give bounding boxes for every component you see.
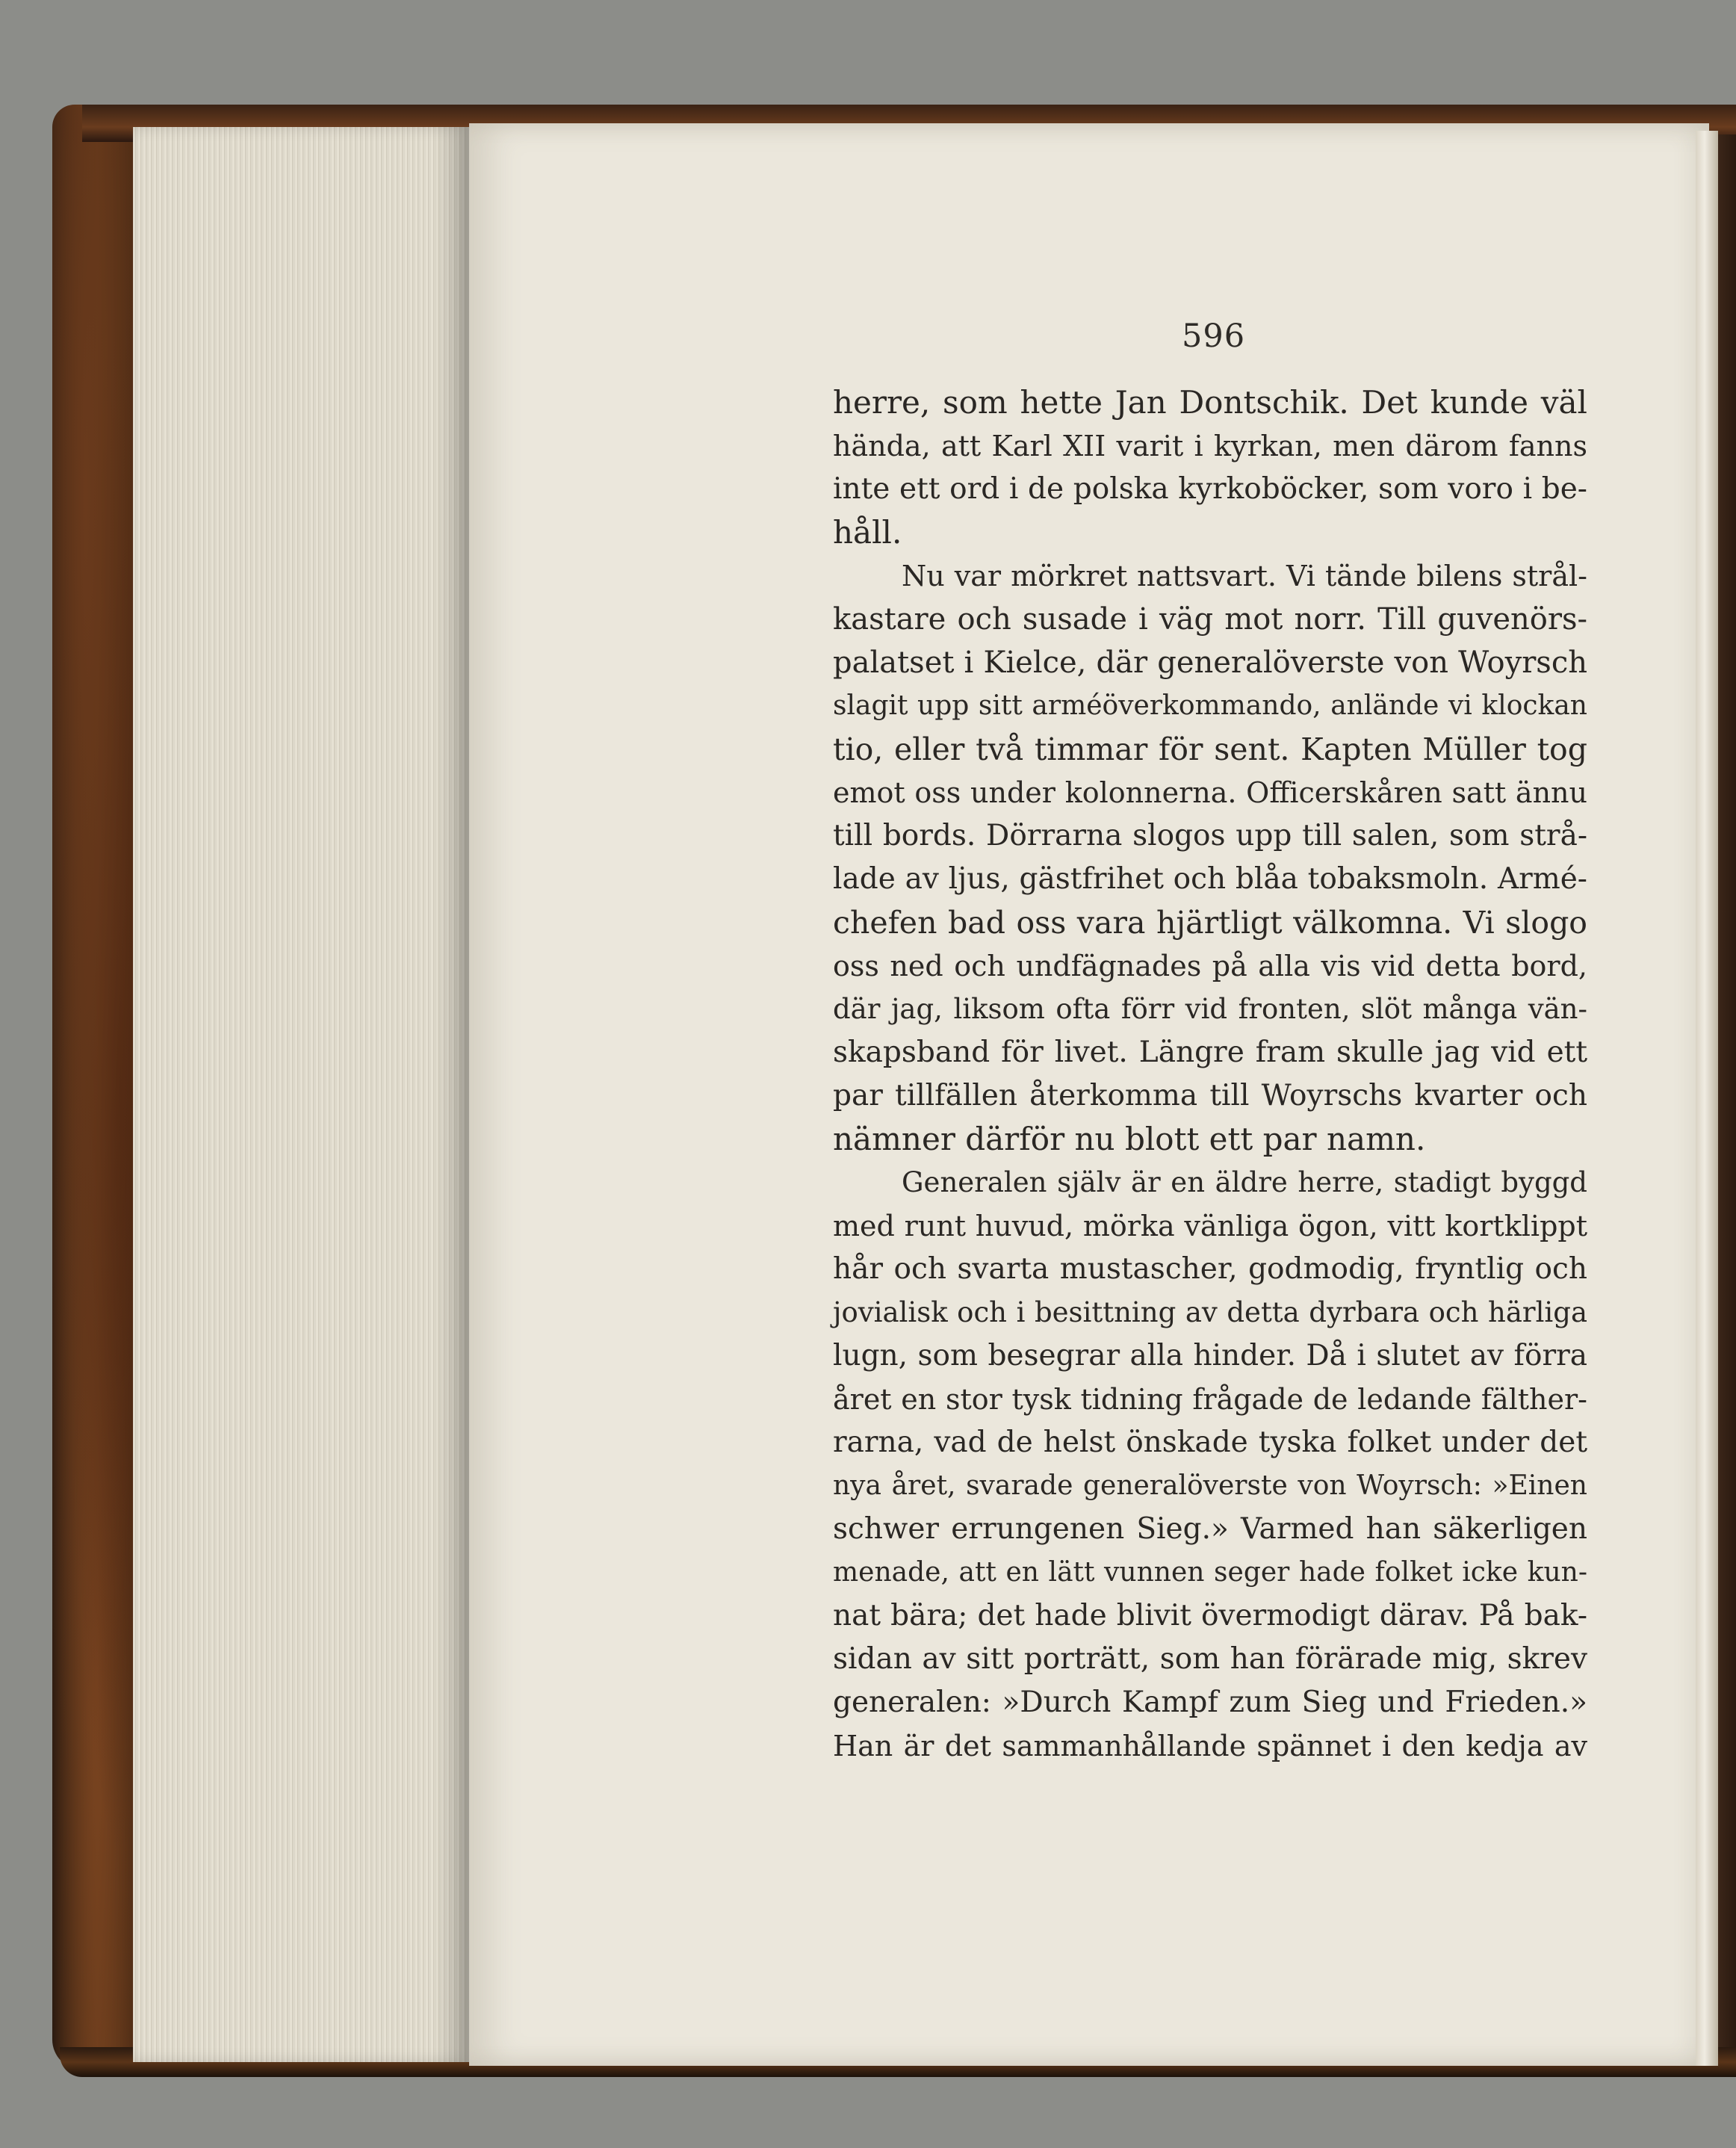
text-line: nya året, svarade generalöverste von Woyrsch: »Einen [833,1470,1587,1501]
text-line: par tillfällen återkomma till Woyrschs kvarter och [833,1079,1587,1112]
text-line: rarna, vad de helst önskade tyska folket under det [833,1426,1587,1459]
text-line: herre, som hette Jan Dontschik. Det kunde väl [833,384,1587,421]
text-line: året en stor tysk tidning frågade de ledande fälther- [833,1383,1587,1416]
text-line: med runt huvud, mörka vänliga ögon, vitt kortklippt [833,1210,1587,1242]
text-line: skapsband för livet. Längre fram skulle jag vid ett [833,1036,1587,1069]
text-line: Han är det sammanhållande spännet i den kedja av [833,1730,1587,1762]
paragraph-2 [833,554,1587,1161]
text-line: generalen: »Durch Kampf zum Sieg und Frieden.» [833,1686,1587,1719]
paragraph-3 [833,1161,1587,1768]
page-edges [133,127,469,2062]
text-line: schwer errungenen Sieg.» Varmed han säkerligen [833,1512,1587,1546]
text-line: slagit upp sitt arméöverkommando, anlände vi klockan [833,690,1587,721]
text-line: håll. [833,514,902,551]
text-line: sidan av sitt porträtt, som han förärade mig, skrev [833,1642,1587,1676]
text-line: nat bära; det hade blivit övermodigt därav. På bak- [833,1599,1587,1632]
page-text [833,381,1587,1768]
paragraph-1 [833,381,1587,554]
text-line: kastare och susade i väg mot norr. Till guvenörs- [833,602,1587,637]
text-line: till bords. Dörrarna slogos upp till salen, som strå- [833,819,1587,852]
text-line: tio, eller två timmar för sent. Kapten Müller tog [833,731,1587,767]
text-line: jovialisk och i besittning av detta dyrbara och härliga [833,1296,1587,1328]
text-line: oss ned och undfägnades på alla vis vid detta bord, [833,950,1587,982]
text-line: nämner därför nu blott ett par namn. [833,1121,1426,1157]
text-line: emot oss under kolonnerna. Officerskåren satt ännu [833,776,1587,809]
text-line: menade, att en lätt vunnen seger hade folket icke kun- [833,1557,1587,1588]
text-line: lugn, som besegrar alla hinder. Då i slutet av förra [833,1339,1587,1372]
text-line: chefen bad oss vara hjärtligt välkomna. Vi slogo [833,905,1587,941]
text-line: där jag, liksom ofta förr vid fronten, slöt många vän- [833,993,1587,1025]
text-line: inte ett ord i de polska kyrkoböcker, som voro i be- [833,472,1587,506]
text-line: Generalen själv är en äldre herre, stadigt byggd [902,1166,1587,1198]
text-line: Nu var mörkret nattsvart. Vi tände bilens strål- [902,560,1587,592]
page-number: 596 [1182,318,1246,355]
text-line: lade av ljus, gästfrihet och blåa tobaksmoln. Armé- [833,862,1587,896]
text-line: hända, att Karl XII varit i kyrkan, men därom fanns [833,430,1587,462]
text-line: palatset i Kielce, där generalöverste von Woyrsch [833,646,1587,680]
book-gutter [1696,131,1718,2066]
text-line: hår och svarta mustascher, godmodig, fryntlig och [833,1252,1587,1286]
